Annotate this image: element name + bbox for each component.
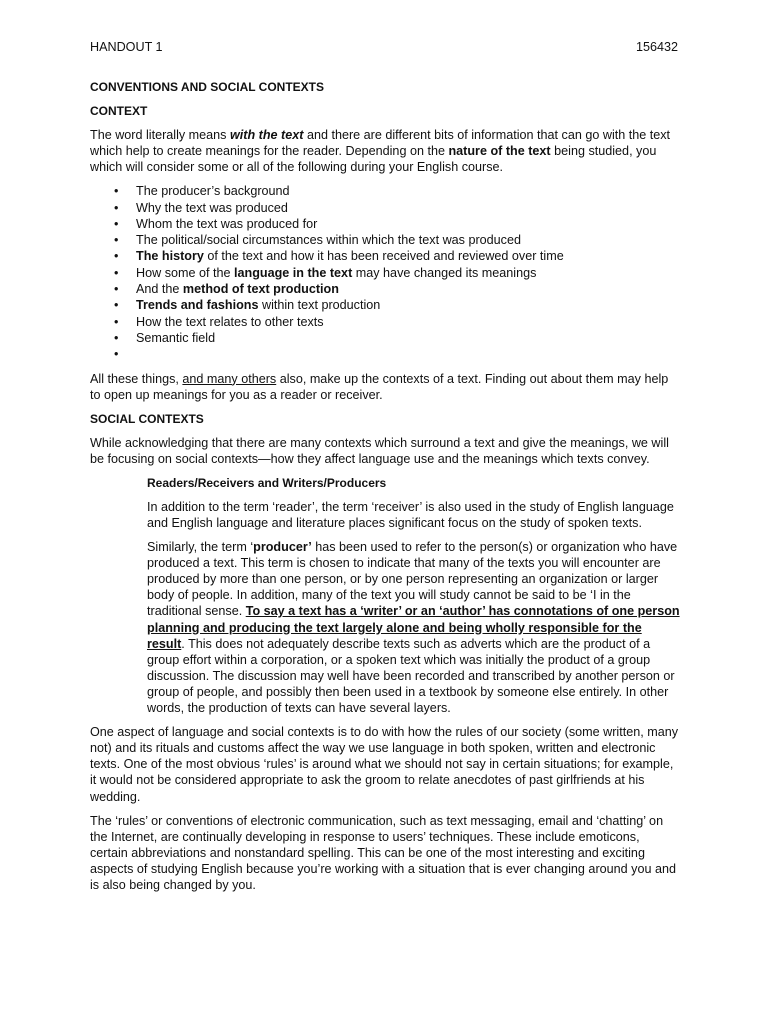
bullet-icon: • (114, 233, 119, 248)
list-item-empty (90, 346, 680, 362)
context-summary: All these things, and many others also, make up the contexts of a text. Finding out about them may help to open up meanings for you as a reader or receiver. (90, 371, 669, 402)
handout-label: HANDOUT 1 (90, 40, 163, 54)
list-item: • Whom the text was produced for (114, 216, 318, 231)
bullet-icon: • (114, 216, 119, 231)
electronic-communication-paragraph: The ‘rules’ or conventions of electronic communication, such as text messaging, email and ‘chatting’ on the Internet, are continually developing in response to users’ techniques. These include emoticons, certain abbreviations and nonstandard spelling. This can be one of the most interesting and exciting aspects of studying English because you’re working with a situation that is ever changing around you and is also being changed by you. (90, 813, 676, 892)
list-item: • Why the text was produced (114, 200, 288, 215)
document-body (90, 79, 680, 901)
bullet-icon: • (114, 200, 119, 215)
bullet-icon: • (114, 184, 119, 199)
context-list (90, 183, 680, 362)
social-intro: While acknowledging that there are many contexts which surround a text and give the meanings, we will be focusing on social contexts—how they affect language use and the meanings which texts convey. (90, 435, 669, 466)
indented-section (147, 475, 680, 716)
list-item: • The political/social circumstances within which the text was produced (114, 233, 521, 248)
bullet-icon: • (114, 282, 119, 297)
list-item: • How some of the language in the text may have changed its meanings (114, 265, 537, 280)
list-item: • The history of the text and how it has been received and reviewed over time (114, 249, 564, 264)
bullet-icon: • (114, 249, 119, 264)
bullet-icon: • (114, 298, 119, 313)
context-heading: CONTEXT (90, 104, 148, 118)
list-item: • Trends and fashions within text production (114, 298, 381, 313)
bullet-icon: • (114, 314, 119, 329)
bullet-icon: • (114, 347, 119, 362)
rules-paragraph: One aspect of language and social contexts is to do with how the rules of our society (some written, many not) and its rituals and customs affect the way we use language in both spoken, written and electronic texts. One of the most obvious ‘rules’ is around what we should not say in certain situations; for example, it would not be considered appropriate to ask the groom to relate anecdotes of past girlfriends at his wedding. (90, 725, 679, 804)
document-number: 156432 (635, 40, 678, 54)
receiver-paragraph: In addition to the term ‘reader’, the term ‘receiver’ is also used in the study of English language and English language and literature places significant focus on the study of spoken texts. (147, 499, 674, 531)
list-item: • How the text relates to other texts (114, 314, 324, 329)
document-title: CONVENTIONS AND SOCIAL CONTEXTS (90, 80, 325, 94)
social-contexts-heading: SOCIAL CONTEXTS (90, 411, 204, 426)
context-intro: The word literally means with the text and there are different bits of information that can go with the text which help to create meanings for the reader. Depending on the nature of the text being studied, you which will consider some or all of the following during your English course. (90, 128, 671, 175)
list-item: • The producer’s background (114, 184, 290, 199)
page-header (90, 39, 678, 55)
bullet-icon: • (114, 330, 119, 345)
bullet-icon: • (114, 265, 119, 280)
list-item: • Semantic field (114, 330, 216, 345)
producer-paragraph: Similarly, the term ‘producer’ has been used to refer to the person(s) or organization who have produced a text. This term is chosen to indicate that many of the texts you will encounter are produced by more than one person, or by one person representing an organization or larger body of people. In addition, many of the text you will study cannot be said to be ‘I in the traditional sense. To say a text has a ‘writer’ or an ‘author’ has connotations of one person planning and producing the text largely alone and being wholly responsible for the result. This does not adequately describe texts such as adverts which are the product of a group effort within a corporation, or a spoken text which was initially the product of a group discussion. The discussion may well have been recorded and transcribed by another person or group of people, and possibly then been used in a textbook by someone else entirely. In other words, the production of texts can have several layers. (147, 540, 680, 716)
list-item: • And the method of text production (114, 282, 339, 297)
readers-writers-subheading: Readers/Receivers and Writers/Producers (147, 475, 387, 490)
